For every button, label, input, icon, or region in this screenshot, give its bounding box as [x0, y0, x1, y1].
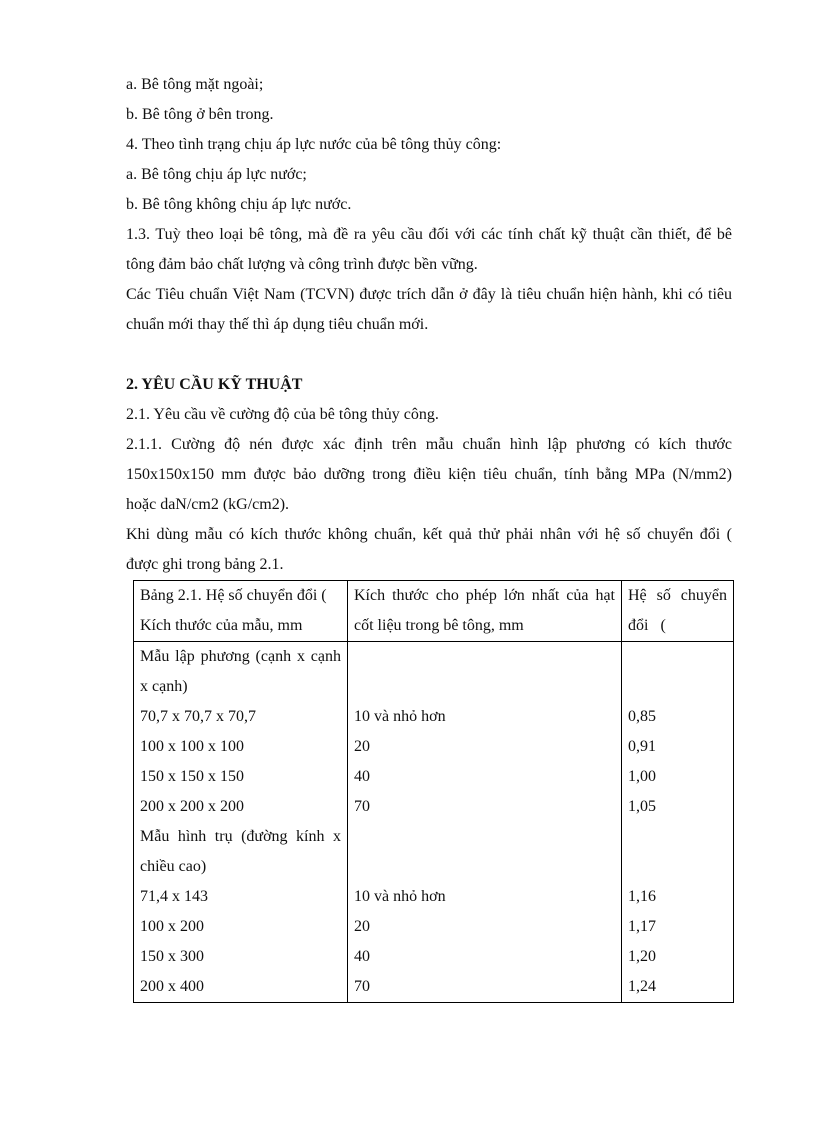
paragraph: hoặc daN/cm2 (kG/cm2).	[126, 496, 290, 513]
group-label: x cạnh)	[140, 678, 188, 695]
header-text: đổi (	[628, 617, 666, 634]
table-cell: 150 x 300	[140, 948, 204, 965]
header-text: cốt liệu trong bê tông, mm	[354, 617, 524, 634]
paragraph: a. Bê tông chịu áp lực nước;	[126, 166, 307, 183]
paragraph: được ghi trong bảng 2.1.	[126, 556, 284, 573]
paragraph: chuẩn mới thay thế thì áp dụng tiêu chuẩn mới.	[126, 316, 429, 333]
table-cell: 1,24	[628, 978, 656, 995]
table-cell: 70	[354, 978, 370, 995]
paragraph: 2.1. Yêu cầu về cường độ của bê tông thủy công.	[126, 406, 439, 423]
table-cell: 40	[354, 948, 370, 965]
table-cell: 71,4 x 143	[140, 888, 208, 905]
table-cell: 200 x 400	[140, 978, 204, 995]
paragraph: b. Bê tông ở bên trong.	[126, 106, 274, 123]
paragraph: Khi dùng mẫu có kích thước không chuẩn, kết quả thử phải nhân với hệ số chuyển đổi (	[126, 526, 732, 543]
paragraph: a. Bê tông mặt ngoài;	[126, 76, 264, 93]
table-cell: 10 và nhỏ hơn	[354, 708, 446, 725]
table-cell: 1,17	[628, 918, 656, 935]
header-cell	[348, 581, 622, 642]
table-cell: 200 x 200 x 200	[140, 798, 244, 815]
coefficient-column	[622, 642, 734, 1003]
table-cell: 20	[354, 918, 370, 935]
table-cell: 100 x 200	[140, 918, 204, 935]
table-cell: 1,20	[628, 948, 656, 965]
table-body-row	[134, 642, 734, 1003]
table-header-row	[134, 581, 734, 642]
group-label: chiều cao)	[140, 858, 207, 875]
table-cell: 150 x 150 x 150	[140, 768, 244, 785]
table-cell: 10 và nhỏ hơn	[354, 888, 446, 905]
document-page	[126, 70, 732, 580]
group-label: Mẫu hình trụ (đường kính x	[140, 828, 341, 845]
table-cell: 1,16	[628, 888, 656, 905]
conversion-table	[133, 580, 734, 1003]
table-cell: 0,91	[628, 738, 656, 755]
table-cell: 40	[354, 768, 370, 785]
table-cell: 20	[354, 738, 370, 755]
table-cell: 100 x 100 x 100	[140, 738, 244, 755]
header-text: Kích thước cho phép lớn nhất của hạt	[354, 587, 615, 604]
table-cell: 1,05	[628, 798, 656, 815]
paragraph: Các Tiêu chuẩn Việt Nam (TCVN) được trích dẫn ở đây là tiêu chuẩn hiện hành, khi có tiêu	[126, 286, 732, 303]
group-label: Mẫu lập phương (cạnh x cạnh	[140, 648, 341, 665]
header-text: Bảng 2.1. Hệ số chuyển đổi (	[140, 587, 327, 604]
header-text: Kích thước của mẫu, mm	[140, 617, 303, 634]
table-cell: 70,7 x 70,7 x 70,7	[140, 708, 256, 725]
header-cell	[622, 581, 734, 642]
paragraph: 150x150x150 mm được bảo dưỡng trong điều kiện tiêu chuẩn, tính bằng MPa (N/mm2)	[126, 466, 732, 483]
header-text: Hệ số chuyển	[628, 587, 727, 604]
table-cell: 0,85	[628, 708, 656, 725]
aggregate-column	[348, 642, 622, 1003]
paragraph: b. Bê tông không chịu áp lực nước.	[126, 196, 352, 213]
table-cell: 70	[354, 798, 370, 815]
table-cell: 1,00	[628, 768, 656, 785]
header-cell	[134, 581, 348, 642]
paragraph: 2.1.1. Cường độ nén được xác định trên mẫu chuẩn hình lập phương có kích thước	[126, 436, 732, 453]
paragraph: tông đảm bảo chất lượng và công trình được bền vững.	[126, 256, 478, 273]
section-heading: 2. YÊU CẦU KỸ THUẬT	[126, 376, 303, 393]
paragraph: 1.3. Tuỳ theo loại bê tông, mà đề ra yêu cầu đối với các tính chất kỹ thuật cần thiết, để bê	[126, 226, 732, 243]
paragraph: 4. Theo tình trạng chịu áp lực nước của bê tông thủy công:	[126, 136, 502, 153]
size-column	[134, 642, 348, 1003]
